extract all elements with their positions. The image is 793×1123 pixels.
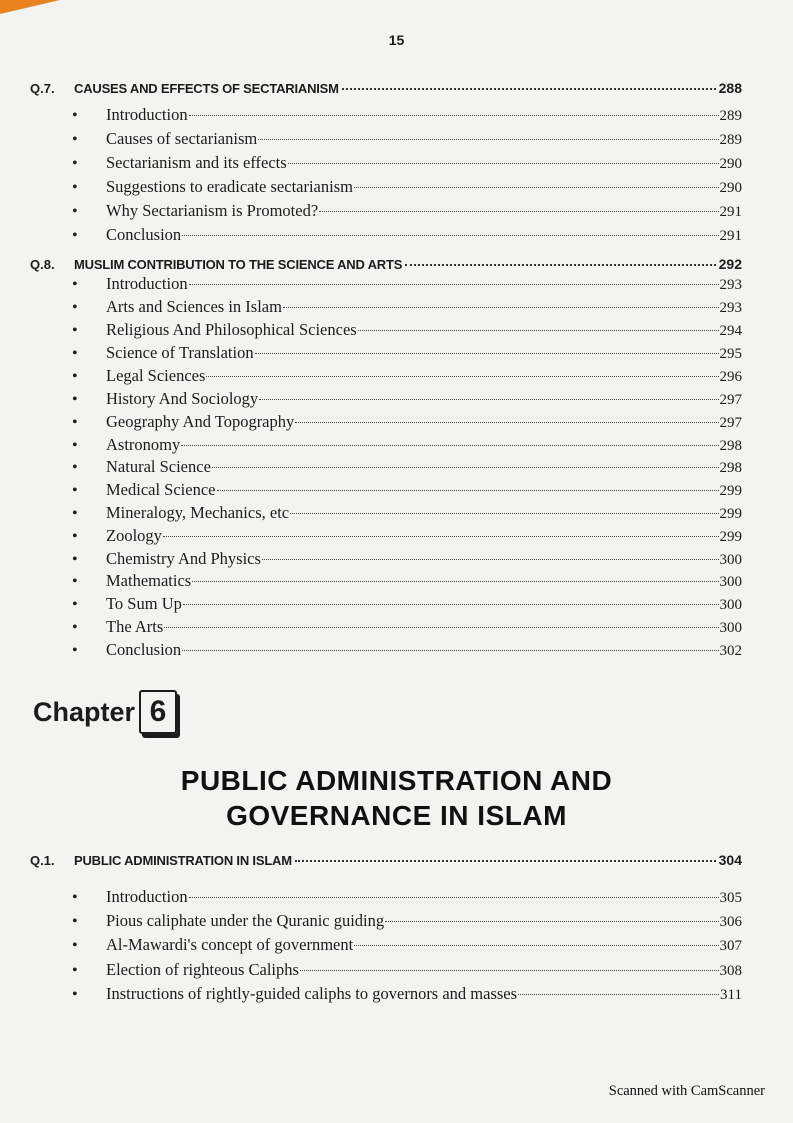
bullet: • — [72, 179, 78, 196]
bullet: • — [72, 131, 78, 148]
toc-item-label: Mineralogy, Mechanics, etc — [106, 503, 290, 522]
toc-item-page: 296 — [719, 369, 742, 385]
toc-item-label: Conclusion — [106, 640, 182, 659]
toc-item[interactable] — [30, 389, 742, 409]
chapter-number: 6 — [139, 690, 177, 734]
toc-item-page: 300 — [719, 552, 742, 568]
toc-item-page: 291 — [719, 204, 742, 220]
bullet: • — [72, 528, 78, 545]
dot-leader — [405, 264, 715, 266]
toc-item[interactable] — [30, 503, 742, 523]
dot-leader — [192, 581, 718, 582]
toc-item-label: Arts and Sciences in Islam — [106, 297, 282, 316]
dot-leader — [189, 284, 719, 285]
dot-leader — [164, 627, 718, 628]
dot-leader — [189, 115, 719, 116]
toc-item[interactable] — [30, 960, 742, 980]
toc-item[interactable] — [30, 457, 742, 477]
dot-leader — [189, 897, 719, 898]
toc-item-page: 311 — [720, 987, 742, 1003]
toc-item[interactable] — [30, 911, 742, 931]
bullet: • — [72, 459, 78, 476]
bullet: • — [72, 482, 78, 499]
toc-item-page: 295 — [719, 346, 742, 362]
toc-item-page: 297 — [719, 392, 742, 408]
bullet: • — [72, 299, 78, 316]
toc-item-label: Al-Mawardi's concept of government — [106, 935, 354, 954]
toc-item[interactable] — [30, 549, 742, 569]
dot-leader — [217, 490, 719, 491]
bullet: • — [72, 573, 78, 590]
section-page: 288 — [718, 80, 742, 96]
toc-item-label: Instructions of rightly-guided caliphs to governors and masses — [106, 984, 518, 1003]
dot-leader — [518, 994, 719, 995]
bullet: • — [72, 203, 78, 220]
bullet: • — [72, 345, 78, 362]
toc-item-page: 298 — [719, 460, 742, 476]
bullet: • — [72, 551, 78, 568]
toc-item[interactable] — [30, 435, 742, 455]
dot-leader — [206, 376, 718, 377]
corner-accent — [0, 0, 60, 14]
section-number: Q.7. — [30, 81, 55, 96]
toc-item-page: 291 — [719, 228, 742, 244]
toc-item-label: Astronomy — [106, 435, 181, 454]
bullet: • — [72, 642, 78, 659]
bullet: • — [72, 368, 78, 385]
toc-item-page: 298 — [719, 438, 742, 454]
bullet: • — [72, 322, 78, 339]
toc-item-page: 290 — [719, 156, 742, 172]
bullet: • — [72, 391, 78, 408]
dot-leader — [259, 399, 718, 400]
toc-item-label: Introduction — [106, 274, 188, 293]
section-number: Q.1. — [30, 853, 55, 868]
chapter-heading — [33, 690, 177, 734]
toc-item-label: Medical Science — [106, 480, 216, 499]
toc-item[interactable] — [30, 887, 742, 907]
toc-section-q1[interactable] — [30, 852, 742, 868]
toc-item[interactable] — [30, 480, 742, 500]
section-number: Q.8. — [30, 257, 55, 272]
dot-leader — [288, 163, 719, 164]
dot-leader — [255, 353, 719, 354]
bullet: • — [72, 227, 78, 244]
bullet: • — [72, 889, 78, 906]
bullet: • — [72, 155, 78, 172]
bullet: • — [72, 276, 78, 293]
toc-item-label: Sectarianism and its effects — [106, 153, 287, 172]
toc-item[interactable] — [30, 201, 742, 221]
dot-leader — [319, 211, 718, 212]
dot-leader — [182, 235, 718, 236]
toc-item-label: Introduction — [106, 105, 188, 124]
toc-item[interactable] — [30, 274, 742, 294]
toc-item-label: Suggestions to eradicate sectarianism — [106, 177, 353, 196]
toc-item-page: 299 — [719, 529, 742, 545]
toc-item-label: History And Sociology — [106, 389, 259, 408]
toc-item[interactable] — [30, 594, 742, 614]
bullet: • — [72, 913, 78, 930]
dot-leader — [283, 307, 719, 308]
dot-leader — [182, 650, 718, 651]
toc-item[interactable] — [30, 412, 742, 432]
toc-item-page: 305 — [719, 890, 742, 906]
toc-item-page: 308 — [719, 963, 742, 979]
toc-item-page: 302 — [719, 643, 742, 659]
toc-item-page: 299 — [719, 506, 742, 522]
dot-leader — [262, 559, 719, 560]
toc-item[interactable] — [30, 526, 742, 546]
toc-item-label: Science of Translation — [106, 343, 254, 362]
toc-item[interactable] — [30, 129, 742, 149]
toc-item[interactable] — [30, 343, 742, 363]
toc-item-label: Mathematics — [106, 571, 192, 590]
toc-item[interactable] — [30, 366, 742, 386]
dot-leader — [212, 467, 719, 468]
dot-leader — [354, 945, 718, 946]
bullet: • — [72, 107, 78, 124]
toc-item-label: Causes of sectarianism — [106, 129, 258, 148]
toc-item[interactable] — [30, 320, 742, 340]
dot-leader — [181, 445, 718, 446]
dot-leader — [385, 921, 718, 922]
toc-item-page: 297 — [719, 415, 742, 431]
toc-item-page: 300 — [719, 574, 742, 590]
toc-item[interactable] — [30, 153, 742, 173]
toc-item-page: 300 — [719, 597, 742, 613]
toc-item-label: Zoology — [106, 526, 162, 545]
dot-leader — [295, 860, 716, 862]
toc-item-page: 290 — [719, 180, 742, 196]
bullet: • — [72, 505, 78, 522]
toc-item-label: Chemistry And Physics — [106, 549, 261, 568]
toc-item-page: 299 — [719, 483, 742, 499]
toc-item-page: 306 — [719, 914, 742, 930]
bullet: • — [72, 986, 78, 1003]
toc-item[interactable] — [30, 571, 742, 591]
toc-item-page: 294 — [719, 323, 742, 339]
chapter-title-line-2: GOVERNANCE IN ISLAM — [226, 800, 567, 831]
toc-item-label: Introduction — [106, 887, 188, 906]
dot-leader — [163, 536, 719, 537]
toc-item-label: Natural Science — [106, 457, 211, 476]
dot-leader — [354, 187, 719, 188]
toc-item[interactable] — [30, 640, 742, 660]
toc-section-q7[interactable] — [30, 80, 742, 96]
dot-leader — [290, 513, 718, 514]
toc-item-label: Election of righteous Caliphs — [106, 960, 299, 979]
toc-item[interactable] — [30, 297, 742, 317]
toc-item-page: 293 — [719, 300, 742, 316]
dot-leader — [342, 88, 716, 90]
toc-section-q8[interactable] — [30, 256, 742, 272]
toc-item-label: Legal Sciences — [106, 366, 206, 385]
toc-item-page: 289 — [719, 108, 742, 124]
bullet: • — [72, 619, 78, 636]
toc-item[interactable] — [30, 617, 742, 637]
toc-item[interactable] — [30, 105, 742, 125]
scanner-watermark: Scanned with CamScanner — [608, 1083, 765, 1099]
toc-item[interactable] — [30, 225, 742, 245]
dot-leader — [300, 970, 719, 971]
dot-leader — [358, 330, 719, 331]
chapter-label: Chapter — [33, 696, 136, 727]
bullet: • — [72, 937, 78, 954]
section-page: 304 — [718, 852, 742, 868]
bullet: • — [72, 437, 78, 454]
toc-item-label: Pious caliphate under the Quranic guiding — [106, 911, 385, 930]
section-title: MUSLIM CONTRIBUTION TO THE SCIENCE AND ARTS — [74, 257, 403, 272]
toc-item-page: 300 — [719, 620, 742, 636]
dot-leader — [258, 139, 718, 140]
toc-item-label: Geography And Topography — [106, 412, 295, 431]
toc-item-label: Religious And Philosophical Sciences — [106, 320, 357, 339]
bullet: • — [72, 962, 78, 979]
toc-item-page: 307 — [719, 938, 742, 954]
dot-leader — [295, 422, 718, 423]
toc-item[interactable] — [30, 935, 742, 955]
toc-item-page: 289 — [719, 132, 742, 148]
chapter-title-line-1: PUBLIC ADMINISTRATION AND — [180, 765, 613, 796]
toc-item[interactable] — [30, 984, 742, 1004]
section-page: 292 — [718, 256, 742, 272]
section-title: PUBLIC ADMINISTRATION IN ISLAM — [74, 853, 292, 868]
toc-item[interactable] — [30, 177, 742, 197]
dot-leader — [183, 604, 719, 605]
bullet: • — [72, 414, 78, 431]
toc-item-label: To Sum Up — [106, 594, 182, 613]
toc-item-label: Why Sectarianism is Promoted? — [106, 201, 319, 220]
toc-item-label: Conclusion — [106, 225, 182, 244]
bullet: • — [72, 596, 78, 613]
toc-item-label: The Arts — [106, 617, 164, 636]
section-title: CAUSES AND EFFECTS OF SECTARIANISM — [74, 81, 339, 96]
toc-item-page: 293 — [719, 277, 742, 293]
page-number: 15 — [388, 32, 405, 48]
